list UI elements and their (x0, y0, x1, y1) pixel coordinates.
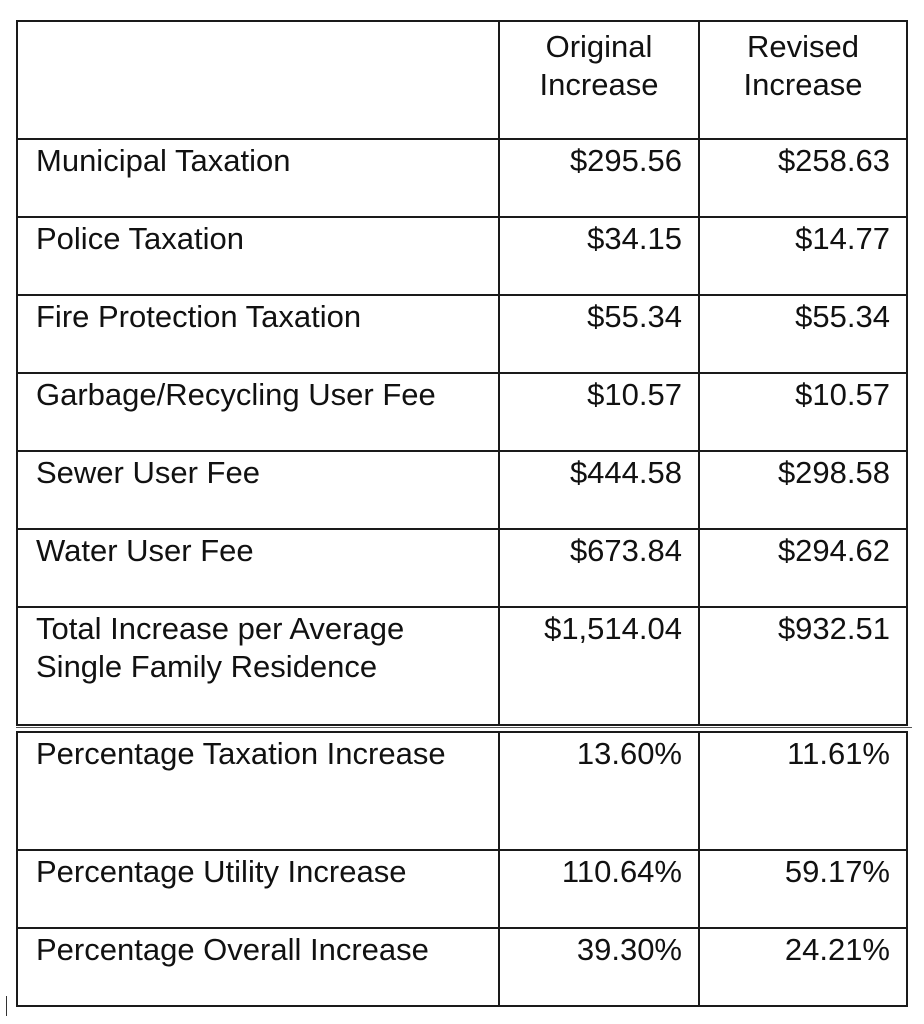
table-row (17, 373, 907, 451)
original-value: $444.58 (499, 451, 699, 529)
revised-value: $10.57 (699, 373, 907, 451)
section-divider (16, 727, 912, 728)
revised-value: $298.58 (699, 451, 907, 529)
original-value: 110.64% (499, 850, 699, 928)
original-value: 13.60% (499, 732, 699, 850)
revised-value: $258.63 (699, 139, 907, 217)
revised-value: $932.51 (699, 607, 907, 725)
table-row (17, 850, 907, 928)
original-value: $10.57 (499, 373, 699, 451)
revised-value: $14.77 (699, 217, 907, 295)
row-label: Police Taxation (17, 217, 499, 295)
revised-value: 11.61% (699, 732, 907, 850)
margin-mark (6, 996, 7, 1016)
table-row (17, 451, 907, 529)
revised-value: $294.62 (699, 529, 907, 607)
revised-value: $55.34 (699, 295, 907, 373)
table-row (17, 217, 907, 295)
row-label: Fire Protection Taxation (17, 295, 499, 373)
row-label: Percentage Overall Increase (17, 928, 499, 1006)
total-row (17, 607, 907, 725)
table-row (17, 928, 907, 1006)
table-row (17, 295, 907, 373)
row-label: Sewer User Fee (17, 451, 499, 529)
header-row (17, 21, 907, 139)
row-label: Municipal Taxation (17, 139, 499, 217)
row-label: Percentage Taxation Increase (17, 732, 499, 850)
header-revised-increase: Revised Increase (699, 21, 907, 139)
header-empty-cell (17, 21, 499, 139)
header-original-increase: Original Increase (499, 21, 699, 139)
original-value: $55.34 (499, 295, 699, 373)
cost-increase-table (16, 20, 908, 726)
original-value: 39.30% (499, 928, 699, 1006)
original-value: $295.56 (499, 139, 699, 217)
original-value: $673.84 (499, 529, 699, 607)
table-row (17, 139, 907, 217)
table-row (17, 529, 907, 607)
original-value: $34.15 (499, 217, 699, 295)
table-row (17, 732, 907, 850)
revised-value: 59.17% (699, 850, 907, 928)
row-label: Total Increase per Average Single Family Residence (17, 607, 499, 725)
row-label: Garbage/Recycling User Fee (17, 373, 499, 451)
revised-value: 24.21% (699, 928, 907, 1006)
original-value: $1,514.04 (499, 607, 699, 725)
row-label: Percentage Utility Increase (17, 850, 499, 928)
row-label: Water User Fee (17, 529, 499, 607)
percentage-table (16, 731, 908, 1007)
